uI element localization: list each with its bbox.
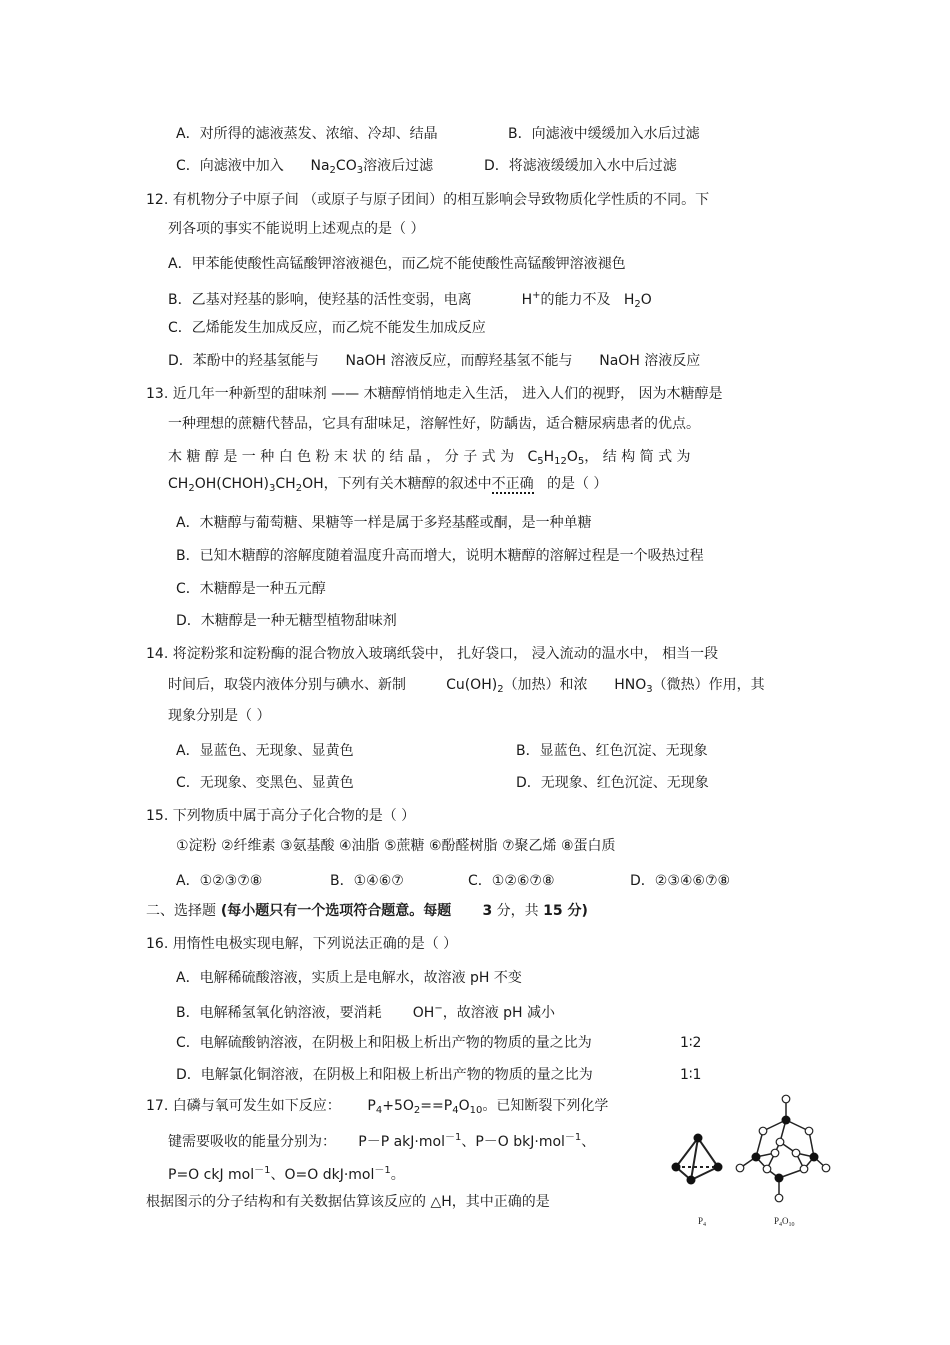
q12-option-b: B．乙基对羟基的影响，使羟基的活性变弱，电离 H+的能力不及 $H_2O$ [168,290,652,310]
q16-option-d: D．电解氯化铜溶液，在阴极上和阳极上析出产物的物质的量之比为 [176,1067,593,1083]
q15-option-b: B．①④⑥⑦ [330,873,404,889]
q17-stem-line3: P=O ckJ mol$^{-1}$、O=O dkJ·mol$^{-1}$。 [168,1165,405,1183]
q11-option-c: C．向滤液中加入 $Na_2CO_3$溶液后过滤 [176,158,434,176]
q14-stem-line1: 14. 将淀粉浆和淀粉酶的混合物放入玻璃纸袋中， 扎好袋口， 浸入流动的温水中， 相当一段 [146,646,719,662]
p4-molecule-figure [660,1120,740,1230]
q13-option-a: A．木糖醇与葡萄糖、果糖等一样是属于多羟基醛或酮，是一种单糖 [176,515,592,531]
section-2-heading: 二、选择题 (每小题只有一个选项符合题意。每题 3 分，共 15 分) [146,903,588,919]
q15-stem: 15. 下列物质中属于高分子化合物的是（ ） [146,808,416,824]
q13-option-b: B．已知木糖醇的溶解度随着温度升高而增大，说明木糖醇的溶解过程是一个吸热过程 [176,548,704,564]
q12-option-d: D．苯酚中的羟基氢能与 NaOH 溶液反应，而醇羟基氢不能与 NaOH 溶液反应 [168,353,701,369]
q14-option-b: B．显蓝色、红色沉淀、无现象 [516,743,708,759]
q12-stem-line1: 12. 有机物分子中原子间 （或原子与原子团间）的相互影响会导致物质化学性质的不同。下 [146,192,710,208]
q13-option-d: D．木糖醇是一种无糖型植物甜味剂 [176,613,397,629]
q12-option-c: C．乙烯能发生加成反应，而乙烷不能发生加成反应 [168,320,486,336]
q14-stem-line3: 现象分别是（ ） [168,708,271,724]
q11-option-d: D．将滤液缓缓加入水中后过滤 [484,158,677,174]
q11-option-b: B．向滤液中缓缓加入水后过滤 [508,126,700,142]
q15-option-a: A．①②③⑦⑧ [176,873,263,889]
q17-stem-line2: 键需要吸收的能量分别为： P－P akJ·mol$^{-1}$、P－O bkJ·mol$^{-1}$、 [168,1132,596,1150]
q13-option-c: C．木糖醇是一种五元醇 [176,581,326,597]
q12-option-a: A．甲苯能使酸性高锰酸钾溶液褪色，而乙烷不能使酸性高锰酸钾溶液褪色 [168,256,626,272]
q13-stem-line1: 13. 近几年一种新型的甜味剂 —— 木糖醇悄悄地走入生活， 进入人们的视野， 因为木糖醇是 [146,386,723,402]
q16-stem: 16. 用惰性电极实现电解，下列说法正确的是（ ） [146,936,458,952]
q15-option-d: D．②③④⑥⑦⑧ [630,873,731,889]
svg-text:P4O10: $P_4O_{10}$ [774,1216,795,1228]
q13-stem-line2: 一种理想的蔗糖代替品，它具有甜味足，溶解性好，防龋齿，适合糖尿病患者的优点。 [168,416,700,432]
q11-option-a: A．对所得的滤液蒸发、浓缩、冷却、结晶 [176,126,438,142]
q13-stem-line4: $CH_2OH(CHOH)_3CH_2OH$，下列有关木糖醇的叙述中不正确 的是（ ） [168,476,608,494]
q16-option-c-ratio: 1∶2 [680,1035,702,1051]
q15-items: ①淀粉 ②纤维素 ③氨基酸 ④油脂 ⑤蔗糖 ⑥酚醛树脂 ⑦聚乙烯 ⑧蛋白质 [176,838,616,854]
q13-stem-line3: 木 糖 醇 是 一 种 白 色 粉 末 状 的 结 晶 ， 分 子 式 为 $C_5H_{12}O_5$， 结 构 简 式 为 [168,449,691,467]
q14-option-d: D．无现象、红色沉淀、无现象 [516,775,709,791]
svg-text:P4: $P_4$ [698,1216,707,1228]
emphasis-not-correct: 不正确 [491,476,534,492]
q16-option-a: A．电解稀硫酸溶液，实质上是电解水，故溶液 pH 不变 [176,970,522,986]
q14-option-c: C．无现象、变黑色、显黄色 [176,775,354,791]
q16-option-d-ratio: 1∶1 [680,1067,702,1083]
q12-stem-line2: 列各项的事实不能说明上述观点的是（ ） [168,221,425,237]
q16-option-c: C．电解硫酸钠溶液，在阴极上和阳极上析出产物的物质的量之比为 [176,1035,592,1051]
q17-stem-line4: 根据图示的分子结构和有关数据估算该反应的 △H，其中正确的是 [146,1194,550,1210]
p4o10-molecule-figure [730,1090,835,1230]
q15-option-c: C．①②⑥⑦⑧ [468,873,555,889]
q14-option-a: A．显蓝色、无现象、显黄色 [176,743,354,759]
q16-option-b: B．电解稀氢氧化钠溶液，要消耗 OH−，故溶液 pH 减小 [176,1003,556,1021]
q14-stem-line2: 时间后，取袋内液体分别与碘水、新制 $Cu(OH)_2$（加热）和浓 $HNO_3$（微热）作用，其 [168,677,765,695]
q17-stem-line1: 17. 白磷与氧可发生如下反应： $P_4+5O_2==P_4O_{10}$。已知断裂下列化学 [146,1098,609,1116]
